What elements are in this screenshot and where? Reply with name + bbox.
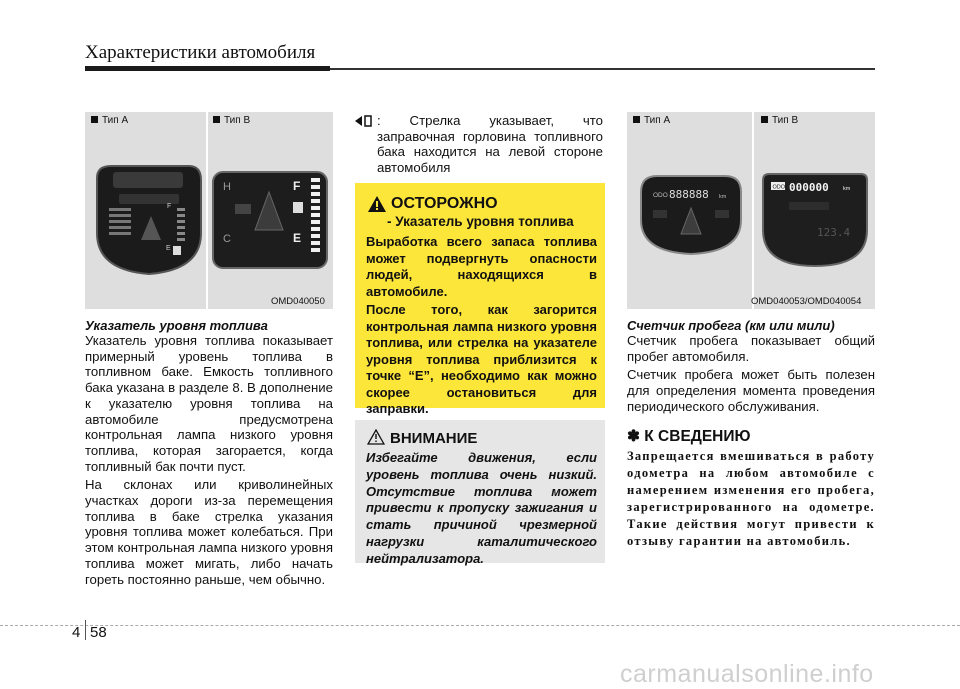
warning-triangle-icon [367,195,387,213]
figure-divider [206,112,208,309]
type-a-label: Тип A [633,115,670,126]
header-rule [85,66,330,71]
odo-b-prefix: ODO [772,184,786,191]
figure-divider [752,112,754,309]
fuel-pump-icon-b [293,202,303,213]
note-title: ✽ К СВЕДЕНИЮ [627,428,751,445]
fuel-gauge-paragraph: Указатель уровня топлива показывает примерный уровень топлива в топливном баке. Емкость топливного бака указана в разделе 8. В дополнение к указателю уровня топлива на автомобиле предусмотрена контрольная лампа низкого уровня топлива, которая загорается, когда топливный бак почти пуст. [85,333,334,474]
type-a-label: Тип A [91,115,128,126]
header-rule-thin [330,68,875,70]
attention-triangle-icon [367,429,385,445]
odo-b-trip: 123.4 [817,226,851,239]
fuel-gauge-type-a [89,158,203,278]
arrow-note [355,113,603,176]
watermark: carmanualsonline.info [620,660,874,688]
odometer-type-a [635,170,747,256]
notice-text: Избегайте движения, если уровень топлива очень низкий. Отсутствие топлива может привести к пропуску зажигания и стать причиной чрезмерной нагрузки каталитического нейтрализатора. [366,450,597,566]
fuel-gauge-subhead: Указатель уровня топлива [85,318,268,333]
footer-tick [85,620,86,640]
odo-a-value: 888888 [669,188,709,201]
odo-b-unit: km [843,186,851,192]
caution-box [355,183,605,416]
caution-subtitle: - Указатель уровня топлива [387,214,574,229]
gauge-b-h-letter: H [223,181,231,193]
fuel-gauge-figure [85,112,333,309]
gauge-b-e-letter: E [293,231,302,245]
type-b-label: Тип B [761,115,798,126]
caution-paragraph: Выработка всего запаса топлива может подвергнуть опасности людей, находящихся в автомобиле. [366,234,597,299]
footer-rule [0,625,960,626]
odometer-figure [627,112,875,309]
fuel-door-arrow-icon [355,115,377,127]
gauge-b-c-letter: C [223,233,231,245]
odo-a-prefix: ODO [653,192,668,199]
gauge-b-f-letter: F [293,179,301,193]
odometer-type-b [759,170,871,270]
caution-title: ОСТОРОЖНО [391,195,498,212]
notice-box [355,420,605,566]
caution-paragraph: После того, как загорится контрольная лампа низкого уровня топлива, или стрелка на указателе уровня топлива приблизится к точке “E”, необходимо как можно скорее остановиться для заправки. [366,302,597,416]
odo-b-value: 000000 [789,181,829,194]
note-text: Запрещается вмешиваться в работу одометра на любом автомобиле с намерением изменения его пробега, зарегистрированного на одометре. Такие действия могут привести к отзыву гарантии на автомобиль. [627,449,875,548]
odo-a-unit: km [719,194,727,200]
page-title: Характеристики автомобиля [85,42,316,63]
odometer-text [627,333,875,418]
caution-text [366,234,597,418]
fuel-gauge-text [85,333,333,590]
odometer-paragraph: Счетчик пробега может быть полезен для определения момента проведения периодического обслуживания. [627,367,875,414]
odometer-subhead: Счетчик пробега (км или мили) [627,318,835,333]
fuel-gauge-paragraph: На склонах или криволинейных участках дороги из-за перемещения топлива в баке стрелка указания уровня топлива может колебаться. При этом контрольная лампа низкого уровня топлива может мигать, либо начать гореть постоянно раньше, чем обычно. [85,477,333,587]
notice-title: ВНИМАНИЕ [390,430,478,447]
arrow-note-text: : Стрелка указывает, что заправочная горловина топливного бака находится на левой стороне автомобиля [377,113,603,176]
type-b-label: Тип B [213,115,250,126]
figure-code: OMD040050 [271,296,325,307]
gauge-a-e-letter: E [166,245,171,252]
figure-code: OMD040053/OMD040054 [751,296,862,307]
odometer-paragraph: Счетчик пробега показывает общий пробег автомобиля. [627,333,875,364]
fuel-pump-icon [173,246,181,255]
chapter-number: 4 [72,624,81,641]
page-number: 58 [90,624,107,641]
gauge-a-f-letter: F [167,203,172,210]
fuel-gauge-type-b [211,170,329,270]
